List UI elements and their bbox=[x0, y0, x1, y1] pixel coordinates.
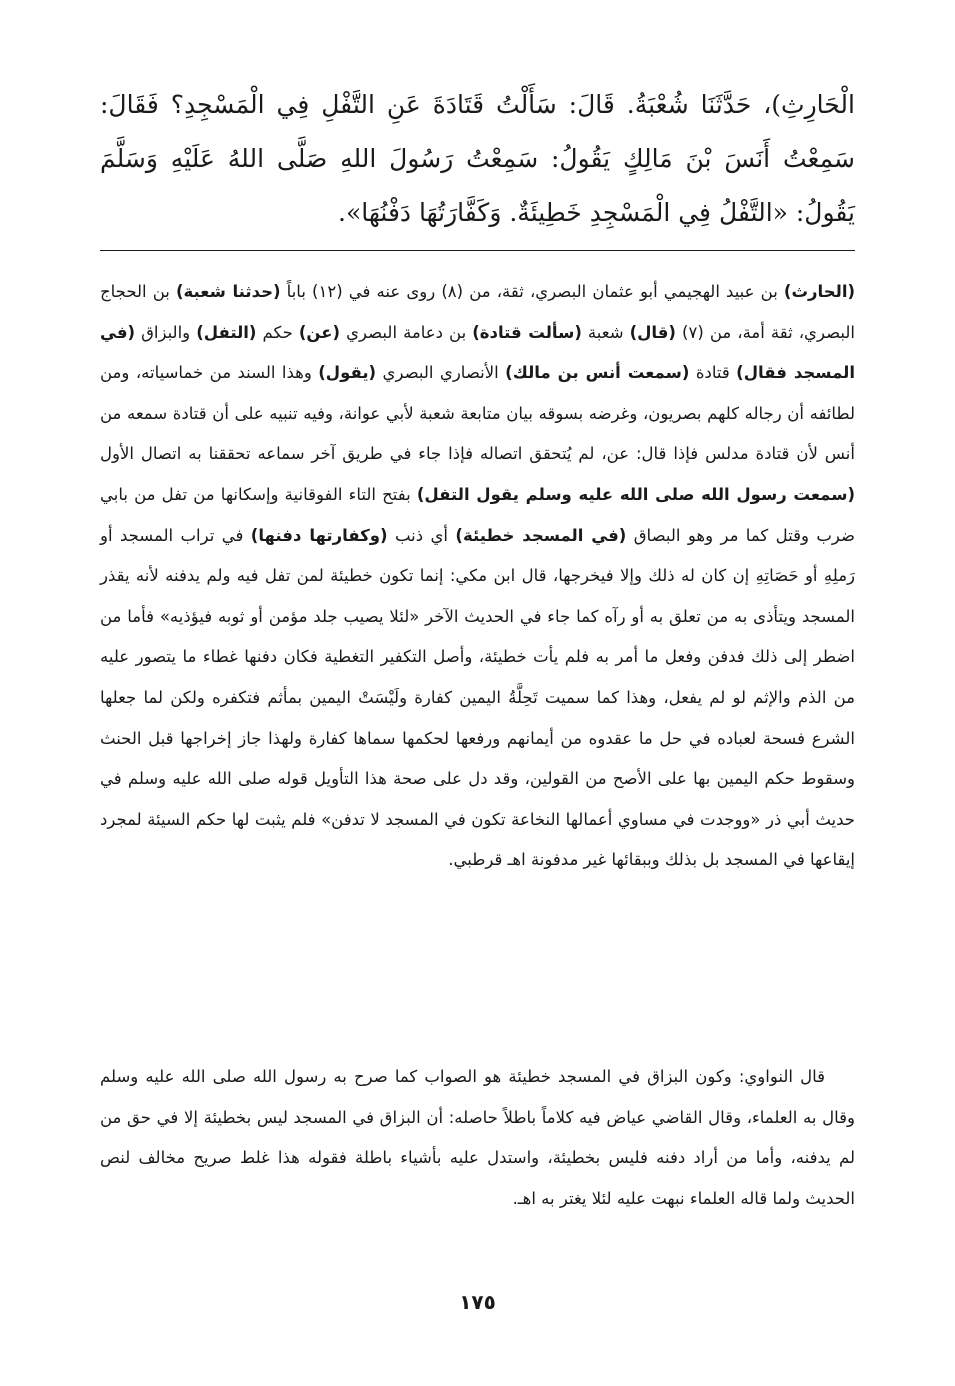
commentary-segment: بن عبيد الهجيمي أبو عثمان البصري، ثقة، من (٨) روى عنه في (١٢) باباً bbox=[280, 282, 784, 301]
commentary-bold-segment: (يقول) bbox=[318, 363, 377, 383]
commentary-bold-segment: (سألت قتادة) bbox=[472, 322, 582, 342]
commentary-bold-segment: (قال) bbox=[629, 322, 676, 342]
commentary-segment: والبزاق bbox=[135, 322, 197, 342]
commentary-segment: حكم bbox=[256, 322, 299, 342]
commentary-segment: بن دعامة البصري bbox=[340, 322, 473, 342]
footnote-divider bbox=[100, 250, 855, 251]
page-number: ١٧٥ bbox=[459, 1290, 496, 1314]
commentary-segment: في تراب المسجد أو رَملِهِ أو حَصَاتِهِ إن كان له ذلك وإلا فيخرجها، قال ابن مكي: إنما تكون خطيئة لمن تفل فيه ولم يدفنه لأنه يقذر المسجد ويتأذى به من تعلق به أو رآه كما جاء في الحديث الآخر «لئلا يصيب جلد مؤمن أو ثوبه فيؤذيه» فأما من اضطر إلى ذلك فدفن وفعل ما أمر به فلم يأت خطيئة، وأصل التكفير التغطية فكان دفنها غطاء ما يتصور عليه من الذم والإثم لو لم يفعل، وهذا كما سميت تَحِلَّةُ اليمين كفارة ولَيْسَتْ اليمين بمأثم فتكفره ولكن لما جعلها الشرع فسحة لعباده في حل ما عقدوه من أيمانهم ورفعها لحكمها سماها كفارة ولهذا جاز إخراجها قبل الحنث وسقوط حكم اليمين بها على الأصح من القولين، وقد دل على صحة هذا التأويل قوله صلى الله عليه وسلم في حديث أبي ذر «ووجدت في مساوي أعمالها النخاعة تكون في المسجد لا تدفن» فلم يثبت لها حكم السيئة لمجرد إيقاعها في المسجد بل بذلك وببقائها غير مدفونة اهـ قرطبي. bbox=[100, 525, 855, 870]
commentary-segment: أي ذنب bbox=[387, 525, 456, 545]
commentary-bold-segment: (عن) bbox=[298, 322, 341, 342]
commentary-bold-segment: (في المسجد فقال) bbox=[100, 322, 855, 383]
commentary-bold-segment: (الحارث) bbox=[783, 282, 856, 301]
commentary-bold-segment: (سمعت رسول الله صلى الله عليه وسلم يقول التفل) bbox=[416, 484, 855, 504]
commentary-bold-segment: (في المسجد خطيئة) bbox=[455, 525, 627, 545]
commentary-segment: وهذا السند من خماسياته، ومن لطائفه أن رجاله كلهم بصريون، وغرضه بسوقه بيان متابعة شعبة لأبي عوانة، وفيه تنبيه على أن قتادة سمعه من أنس لأن قتادة مدلس فإذا قال: عن، لم يُتحقق اتصاله فإذا جاء في طريق آخر سماعه تحققنا به اتصال الأول bbox=[100, 363, 855, 464]
commentary-segment: بفتح التاء الفوقانية وإسكانها من تفل من بابي ضرب وقتل كما مر وهو البصاق bbox=[100, 484, 856, 545]
commentary-text bbox=[100, 272, 855, 881]
commentary-segment: شعبة bbox=[581, 322, 630, 342]
commentary-bold-segment: (حدثنا شعبة) bbox=[176, 282, 281, 301]
commentary-segment: الأنصاري البصري bbox=[376, 363, 506, 383]
commentary-segment: بن الحجاج البصري، ثقة أمة، من (٧) bbox=[100, 282, 855, 342]
hadith-text: الْحَارِثِ)، حَدَّثَنَا شُعْبَةُ. قَالَ: سَأَلْتُ قَتَادَةَ عَنِ التَّفْلِ فِي الْمَسْجِدِ؟ فَقَالَ: سَمِعْتُ أَنَسَ بْنَ مَالِكٍ يَقُولُ: سَمِعْتُ رَسُولَ اللهِ صَلَّى اللهُ عَلَيْهِ وَسَلَّمَ يَقُولُ: «التَّفْلُ فِي الْمَسْجِدِ خَطِيئَةٌ. وَكَفَّارَتُهَا دَفْنُهَا». bbox=[100, 90, 855, 227]
commentary-segment: قتادة bbox=[689, 363, 737, 383]
commentary-bold-segment: (وكفارتها دفنها) bbox=[250, 525, 388, 545]
commentary-bold-segment: (التفل) bbox=[196, 322, 257, 342]
nawawi-note: قال النواوي: وكون البزاق في المسجد خطيئة هو الصواب كما صرح به رسول الله صلى الله عليه وسلم وقال به العلماء، وقال القاضي عياض فيه كلاماً باطلاً حاصله: أن البزاق في المسجد ليس بخطيئة إلا في حق من لم يدفنه، وأما من أراد دفنه فليس بخطيئة، واستدل عليه بأشياء باطلة فقوله هذا غلط صريح مخالف لنص الحديث ولما قاله العلماء نبهت عليه لئلا يغتر به اهـ. bbox=[100, 1067, 855, 1208]
commentary-bold-segment: (سمعت أنس بن مالك) bbox=[505, 363, 690, 383]
